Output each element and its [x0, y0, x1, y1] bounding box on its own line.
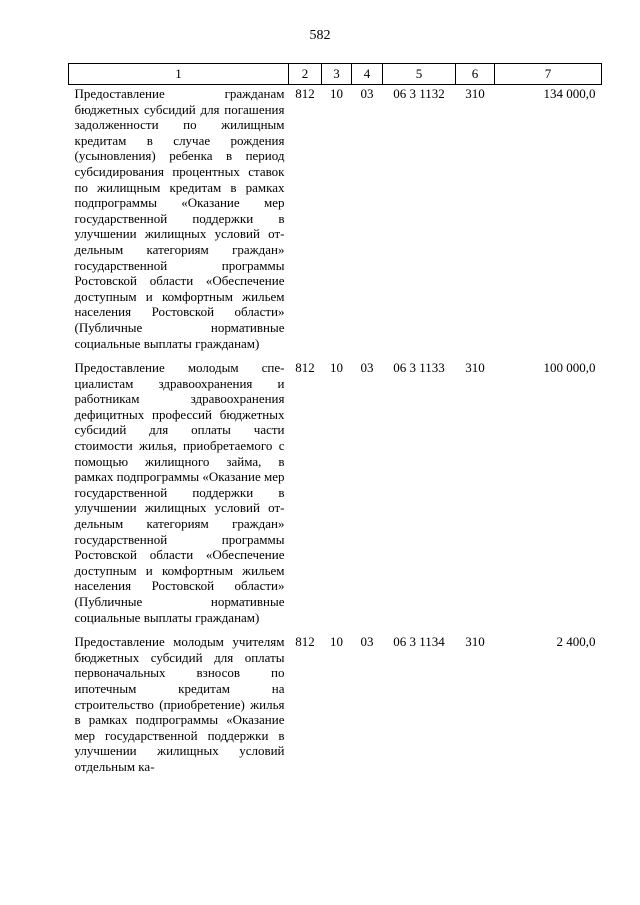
- column-header: 3: [322, 64, 352, 85]
- table-row: [69, 633, 602, 782]
- row-description: Предоставление гражданам бюджетных субсидий для погашения задолженности по жилищным кредитам в случае рождения (усыновления) ребенка в период субсидирования процентных ставок по жилищным кредитам в рамках подпрограммы «Оказание мер государственной поддержки в улучшении жилищных условий отдельным категориям граждан» государственной программы Ростовской области «Обеспечение доступным и комфортным жильем населения Ростовской области» (Публичные нормативные социальные выплаты гражданам): [74, 86, 285, 351]
- ministry-code: 812: [295, 634, 315, 650]
- section-code: 10: [330, 634, 343, 650]
- budget-table: [68, 63, 602, 783]
- subsection-code: 03: [360, 360, 374, 376]
- expense-type-code: 310: [465, 634, 485, 650]
- target-article-code: 06 3 1132: [393, 86, 445, 101]
- row-description: Предоставление молодым учителям бюджетных субсидий для оплаты первоначальных взносов по ипотечным кредитам на строительство (приобретение) жилья в рамках подпрограммы «Оказание мер государственной поддержки в улучшении жилищных условий отдельным ка-: [74, 634, 285, 774]
- column-header: 6: [456, 64, 495, 85]
- table-header-row: [69, 64, 602, 85]
- amount: 100 000,0: [543, 360, 596, 376]
- target-article-code: 06 3 1134: [393, 634, 445, 650]
- subsection-code: 03: [360, 634, 374, 650]
- section-code: 10: [330, 360, 343, 376]
- page-number: 582: [309, 28, 331, 43]
- amount: 2 400,0: [556, 634, 596, 650]
- expense-type-code: 310: [465, 360, 485, 376]
- target-article-code: 06 3 1133: [393, 360, 445, 376]
- expense-type-code: 310: [465, 86, 485, 101]
- ministry-code: 812: [295, 86, 315, 101]
- column-header: 7: [495, 64, 602, 85]
- column-header: 1: [69, 64, 289, 85]
- row-description: Предоставление молодым специалистам здравоохранения и работникам здравоохранения дефицитных профессий бюджетных субсидий для оплаты части стоимости жилья, приобретаемого с помощью жилищного займа, в рамках подпрограммы «Оказание мер государственной поддержки в улучшении жилищных условий отдельным категориям граждан» государственной программы Ростовской области «Обеспечение доступным и комфортным жильем населения Ростовской области» (Публичные нормативные социальные выплаты гражданам): [74, 360, 285, 625]
- section-code: 10: [330, 86, 343, 101]
- column-header: 2: [289, 64, 322, 85]
- ministry-code: 812: [295, 360, 315, 376]
- column-header: 5: [383, 64, 456, 85]
- table-row: [69, 85, 602, 360]
- amount: 134 000,0: [543, 86, 596, 101]
- table-row: [69, 359, 602, 633]
- column-header: 4: [352, 64, 383, 85]
- subsection-code: 03: [360, 86, 374, 101]
